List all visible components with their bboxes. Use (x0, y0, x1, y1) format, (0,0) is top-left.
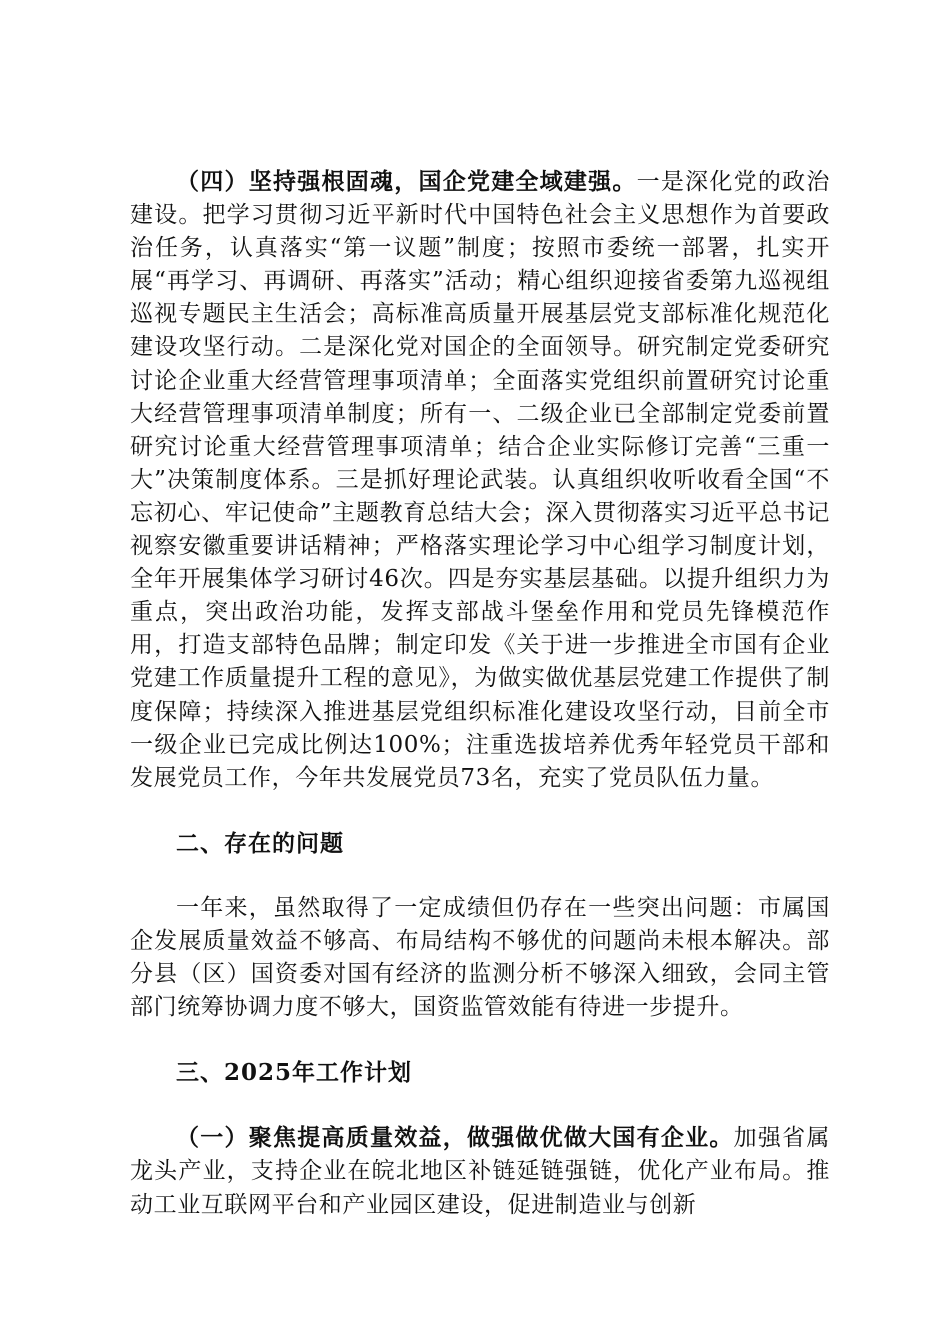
paragraph-plan-1 (130, 1121, 830, 1221)
paragraph-section-4 (130, 165, 830, 795)
document-body (130, 165, 830, 1222)
section-4-heading: （四）坚持强根固魂，国企党建全域建强。 (176, 168, 637, 195)
plan-1-heading: （一）聚焦提高质量效益，做强做优做大国有企业。 (176, 1124, 734, 1152)
section-4-text: 一是深化党的政治建设。把学习贯彻习近平新时代中国特色社会主义思想作为首要政治任务，认真落实“第一议题”制度；按照市委统一部署，扎实开展“再学习、再调研、再落实”活动；精心组织迎接省委第九巡视组巡视专题民主生活会；高标准高质量开展基层党支部标准化规范化建设攻坚行动。二是深化党对国企的全面领导。研究制定党委研究讨论企业重大经营管理事项清单；全面落实党组织前置研究讨论重大经营管理事项清单制度；所有一、二级企业已全部制定党委前置研究讨论重大经营管理事项清单；结合企业实际修订完善“三重一大”决策制度体系。三是抓好理论武装。认真组织收听收看全国“不忘初心、牢记使命”主题教育总结大会；深入贯彻落实习近平总书记视察安徽重要讲话精神；严格落实理论学习中心组学习制度计划，全年开展集体学习研讨46次。四是夯实基层基础。以提升组织力为重点，突出政治功能，发挥支部战斗堡垒作用和党员先锋模范作用，打造支部特色品牌；制定印发《关于进一步推进全市国有企业党建工作质量提升工程的意见》，为做实做优基层党建工作提供了制度保障；持续深入推进基层党组织标准化建设攻坚行动，目前全市一级企业已完成比例达100%；注重选拔培养优秀年轻党员干部和发展党员工作，今年共发展党员73名，充实了党员队伍力量。 (130, 169, 830, 791)
plan-1-text: 加强省属龙头产业，支持企业在皖北地区补链延链强链，优化产业布局。推动工业互联网平台和产业园区建设，促进制造业与创新 (130, 1125, 830, 1218)
paragraph-problems: 一年来，虽然取得了一定成绩但仍存在一些突出问题：市属国企发展质量效益不够高、布局结构不够优的问题尚未根本解决。部分县（区）国资委对国有经济的监测分析不够深入细致，会同主管部门统筹协调力度不够大，国资监管效能有待进一步提升。 (130, 894, 830, 1021)
heading-existing-problems: 二、存在的问题 (176, 829, 344, 857)
heading-2025-work-plan: 三、2025年工作计划 (176, 1059, 413, 1087)
